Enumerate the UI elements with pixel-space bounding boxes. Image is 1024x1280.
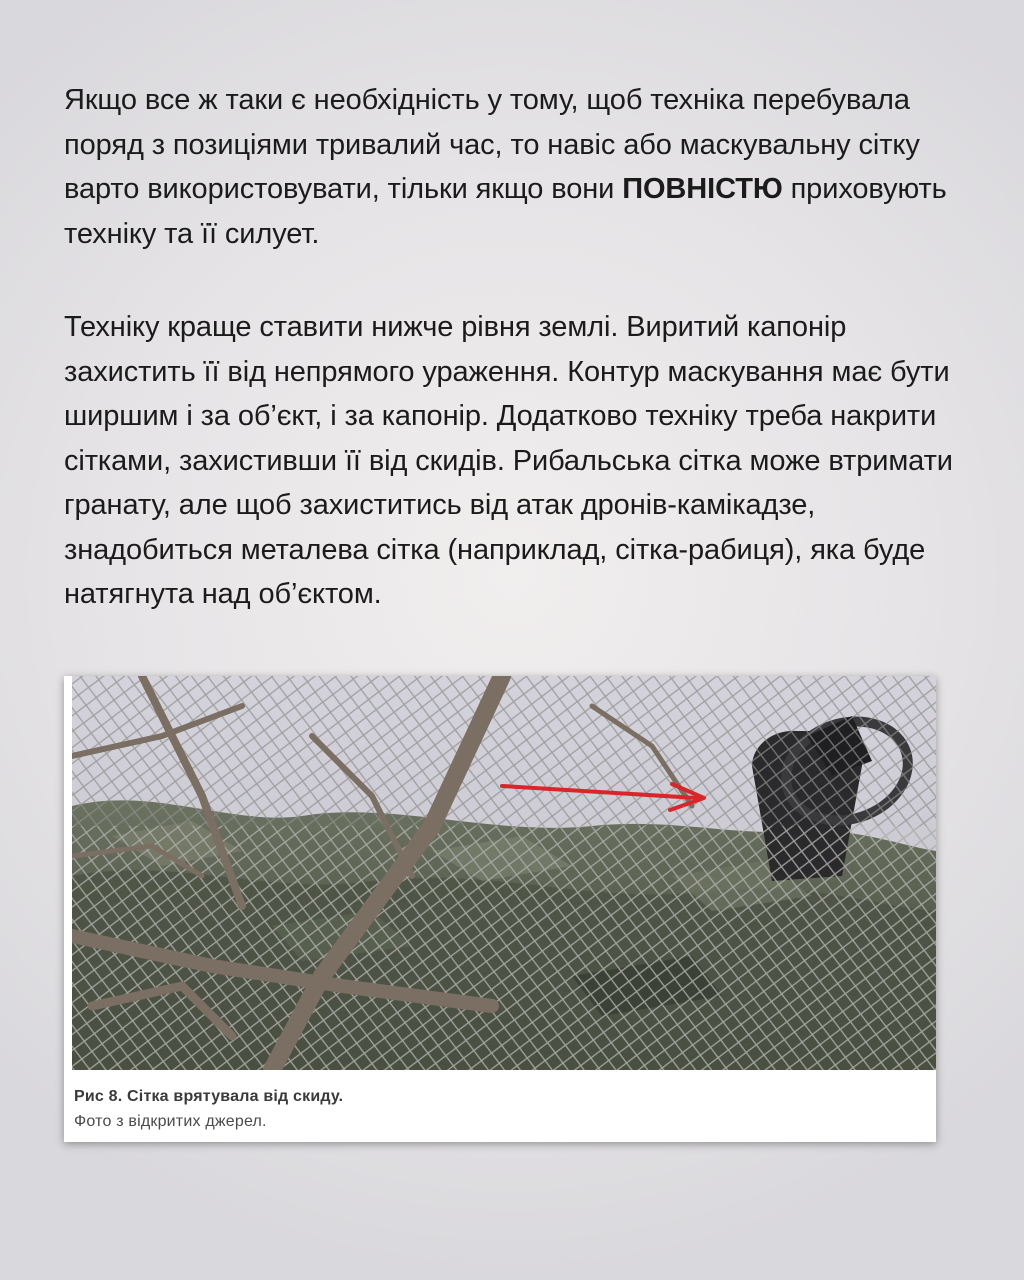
figure-photo (72, 676, 936, 1070)
paragraph-1-part-2: приховують техніку та її силует. (64, 173, 947, 250)
paragraph-1-emphasis: ПОВНІСТЮ (622, 173, 783, 205)
paragraph-1-text (64, 78, 964, 256)
paragraph-2 (64, 305, 964, 617)
figure-caption-source: Фото з відкритих джерел. (74, 1113, 267, 1130)
figure-caption-title: Рис 8. Сітка врятувала від скиду. (74, 1088, 344, 1105)
paragraph-2-text: Техніку краще ставити нижче рівня землі. Виритий капонір захистить її від непрямого ураження. Контур маскування має бути ширшим і за об’єкт, і за капонір. Додатково техніку треба накрити сітками, захистивши її від скидів. Рибальська сітка може втримати гранату, але щоб захиститись від атак дронів-камікадзе, знадобиться металева сітка (наприклад, сітка-рабиця), яка буде натягнута над об’єктом. (64, 311, 953, 610)
figure-card (64, 676, 936, 1142)
paragraph-1 (64, 78, 964, 256)
paragraph-1-part-1: Якщо все ж таки є необхідність у тому, щоб техніка перебувала поряд з позиціями тривалий час, то навіс або маскувальну сітку варто використовувати, тільки якщо вони (64, 84, 920, 205)
